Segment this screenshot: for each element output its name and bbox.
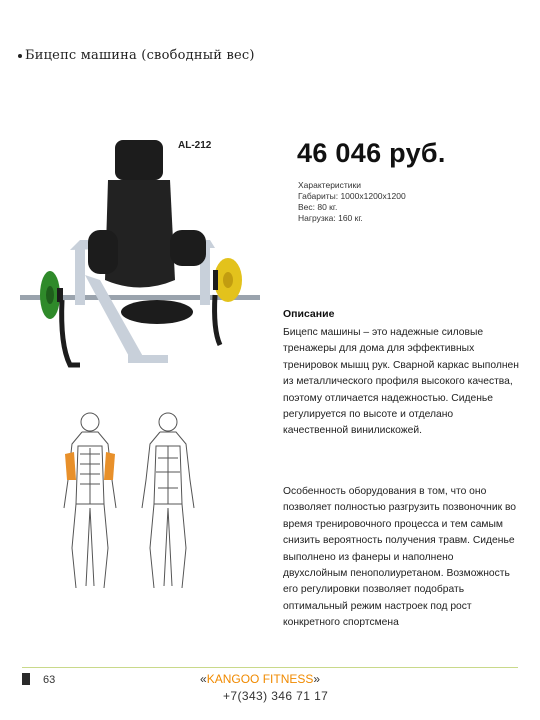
specs-line: Габариты: 1000x1200x1200 (298, 191, 406, 201)
frame-left-leg (75, 245, 85, 305)
brand-name-text: KANGOO FITNESS (206, 672, 314, 686)
bullet-icon (18, 54, 22, 58)
description-heading: Описание (283, 308, 335, 320)
phone-number: +7(343) 346 71 17 (223, 689, 329, 703)
specs-block (298, 180, 406, 224)
headrest (115, 140, 163, 180)
seat (121, 300, 193, 324)
specs-line: Вес: 80 кг. (298, 202, 338, 212)
muscle-anatomy-image (50, 408, 210, 593)
right-biceps-highlight (104, 452, 115, 480)
back-figure (142, 413, 194, 588)
backrest (105, 180, 175, 288)
specs-line: Нагрузка: 160 кг. (298, 213, 363, 223)
description-paragraph: Бицепс машины – это надежные силовые тренажеры для дома для эффективных тренировок мышц рук. Сварной каркас выполнен из металлического профиля высокого качества, поэтому отличается надежностью. Сиденье регулируется по высоте и отделано качественной винилискожей. (283, 327, 519, 437)
left-biceps-highlight (65, 452, 76, 480)
price: 46 046 руб. (297, 138, 446, 168)
left-arm-pad (88, 230, 118, 274)
page-title: Бицепс машина (свободный вес) (18, 48, 255, 63)
biceps-machine-image (10, 130, 260, 380)
page-number: 63 (43, 674, 56, 686)
brand-name: «KANGOO FITNESS» (200, 672, 321, 686)
right-arm-pad (170, 230, 206, 266)
front-figure (64, 413, 116, 588)
model-label: AL-212 (178, 140, 212, 151)
specs-line: Характеристики (298, 180, 362, 190)
footer-divider (22, 667, 518, 668)
description-paragraph: Особенность оборудования в том, что оно позволяет полностью разгрузить позвоночник во время тренировочного процесса и тем самым снизить вероятность получения травм. Сиденье выполнено из фанеры и наполнено двухслойным пенополиуретаном. Возможность его регулировки позволяет подобрать оптимальный режим настроек под рост конкретного спортсмена (283, 486, 517, 629)
page-marker-icon (22, 673, 30, 685)
frame-foot (128, 355, 168, 363)
right-handle (215, 295, 220, 345)
left-handle (62, 300, 80, 365)
